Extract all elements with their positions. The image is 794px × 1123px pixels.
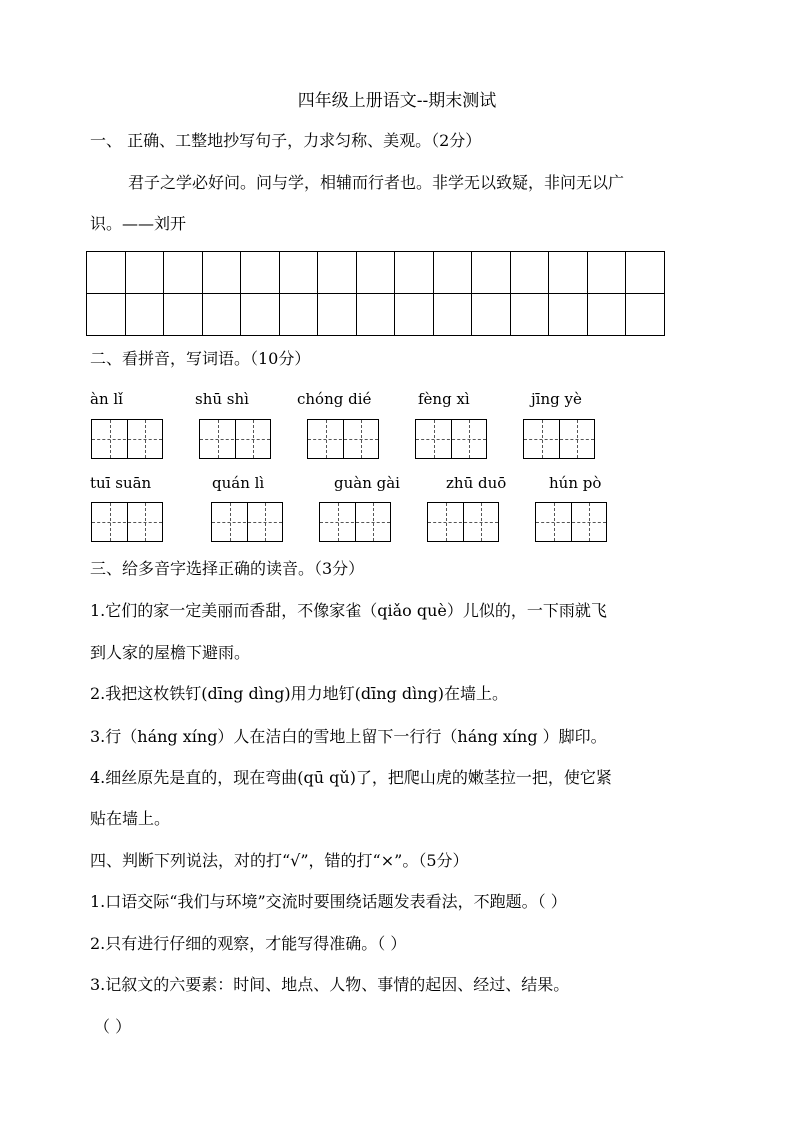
quote-line-2: 识。——刘开 <box>90 214 187 233</box>
question-text: 3.行（háng xíng）人在洁白的雪地上留下一行行（háng xíng ）脚印。 <box>90 727 607 746</box>
pinyin-label: àn lǐ <box>90 390 123 408</box>
question-text: 2.只有进行仔细的观察，才能写得准确。（ ） <box>90 934 407 953</box>
pinyin-label: quán lì <box>212 474 265 492</box>
tianzige-answer-box[interactable] <box>535 502 607 542</box>
question-text: 贴在墙上。 <box>90 809 171 828</box>
tianzige-answer-box[interactable] <box>307 419 379 459</box>
answer-blank[interactable]: （ ） <box>94 1017 132 1036</box>
pinyin-label: hún pò <box>549 474 602 492</box>
question-text: 3.记叙文的六要素：时间、地点、人物、事情的起因、经过、结果。 <box>90 975 570 994</box>
pinyin-label: chóng dié <box>297 390 372 408</box>
pinyin-label: shū shì <box>195 390 249 408</box>
pinyin-label: jīng yè <box>531 390 582 408</box>
tianzige-answer-box[interactable] <box>91 419 163 459</box>
pinyin-label: guàn gài <box>334 474 400 492</box>
question-text: 1.它们的家一定美丽而香甜，不像家雀（qiǎo què）儿似的，一下雨就飞 <box>90 601 607 620</box>
section4-heading: 四、判断下列说法，对的打“√”，错的打“×”。（5分） <box>90 851 469 870</box>
page-title: 四年级上册语文--期末测试 <box>297 91 497 111</box>
copy-writing-grid[interactable] <box>86 251 665 336</box>
tianzige-answer-box[interactable] <box>211 502 283 542</box>
pinyin-label: fèng xì <box>418 390 470 408</box>
grid-row <box>87 294 665 336</box>
grid-row <box>87 252 665 294</box>
tianzige-answer-box[interactable] <box>523 419 595 459</box>
question-text: 1.口语交际“我们与环境”交流时要围绕话题发表看法，不跑题。（ ） <box>90 892 567 911</box>
tianzige-answer-box[interactable] <box>199 419 271 459</box>
question-text: 2.我把这枚铁钉(dīng dìng)用力地钉(dīng dìng)在墙上。 <box>90 684 509 703</box>
question-text: 4.细丝原先是直的，现在弯曲(qū qǔ)了，把爬山虎的嫩茎拉一把，使它紧 <box>90 768 612 787</box>
section2-heading: 二、看拼音，写词语。（10分） <box>90 349 311 368</box>
tianzige-answer-box[interactable] <box>319 502 391 542</box>
tianzige-answer-box[interactable] <box>427 502 499 542</box>
section3-heading: 三、给多音字选择正确的读音。（3分） <box>90 559 365 578</box>
section1-heading: 一、 正确、工整地抄写句子，力求匀称、美观。（2分） <box>90 131 482 150</box>
question-text: 到人家的屋檐下避雨。 <box>90 643 251 662</box>
quote-line-1: 君子之学必好问。问与学，相辅而行者也。非学无以致疑，非问无以广 <box>128 173 625 192</box>
pinyin-label: tuī suān <box>90 474 152 492</box>
pinyin-label: zhū duō <box>446 474 507 492</box>
tianzige-answer-box[interactable] <box>415 419 487 459</box>
tianzige-answer-box[interactable] <box>91 502 163 542</box>
